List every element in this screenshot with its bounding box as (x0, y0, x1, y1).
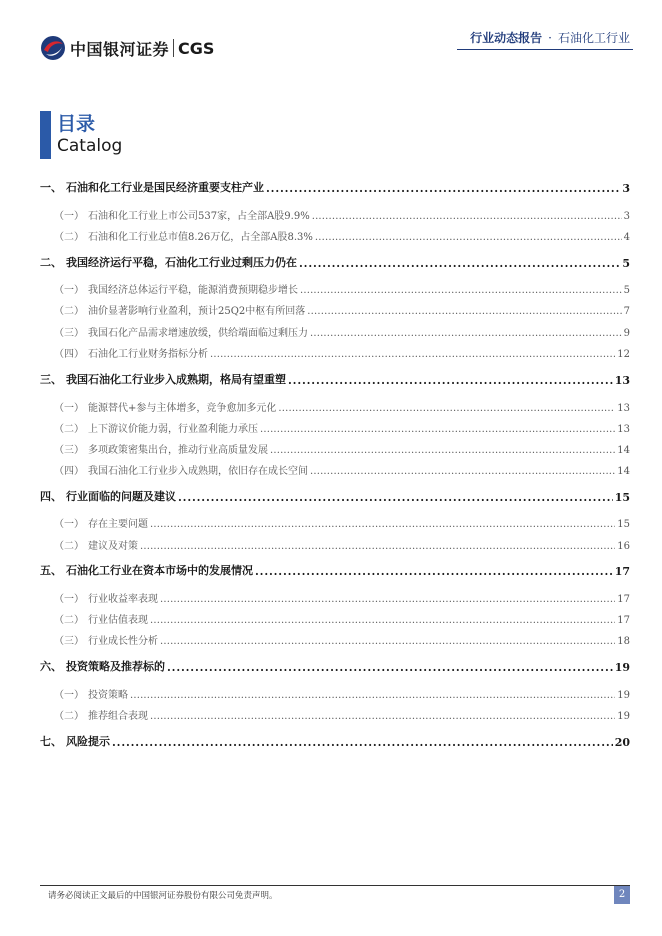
toc-number: （一） (54, 690, 84, 701)
toc-label: 投资策略 (88, 690, 128, 701)
toc-label: 多项政策密集出台，推动行业高质量发展 (88, 445, 268, 456)
toc-page-number: 4 (623, 232, 630, 243)
toc-page-number: 17 (614, 565, 630, 578)
toc-page-number: 13 (617, 424, 630, 435)
toc-number: （三） (54, 636, 84, 647)
toc-dot-leader (307, 306, 621, 317)
toc-dot-leader (299, 257, 620, 270)
toc-chapter-row[interactable] (40, 727, 630, 749)
toc-dot-leader (150, 711, 615, 722)
toc-page-number: 3 (622, 182, 630, 195)
toc-section-row[interactable] (40, 679, 630, 701)
toc-label: 行业估值表现 (88, 615, 148, 626)
toc-dot-leader (315, 232, 622, 243)
tag-separator: · (548, 31, 552, 45)
toc-label: 风险提示 (66, 735, 110, 748)
toc-number: 四、 (40, 490, 62, 503)
toc-page-number: 17 (617, 615, 630, 626)
logo-english-name: CGS (178, 38, 215, 58)
report-type: 行业动态报告 (470, 31, 543, 45)
toc-label: 上下游议价能力弱，行业盈利能力承压 (88, 424, 258, 435)
toc-label: 我国石油化工行业步入成熟期，依旧存在成长空间 (88, 466, 308, 477)
toc-page-number: 12 (617, 349, 630, 360)
toc-number: （四） (54, 349, 84, 360)
toc-number: （三） (54, 445, 84, 456)
toc-number: 五、 (40, 564, 62, 577)
toc-section-row[interactable] (40, 700, 630, 722)
toc-number: （二） (54, 424, 84, 435)
toc-section-row[interactable] (40, 434, 630, 456)
toc-label: 石油化工行业在资本市场中的发展情况 (66, 564, 253, 577)
report-tag (470, 29, 630, 46)
logo-chinese-name: 中国银河证券 (70, 39, 170, 59)
toc-label: 石油和化工行业上市公司537家，占全部A股9.9% (88, 211, 310, 222)
toc-number: （一） (54, 211, 84, 222)
toc-page-number: 15 (617, 519, 630, 530)
toc-page-number: 18 (617, 636, 630, 647)
toc-section-row[interactable] (40, 508, 630, 530)
toc-dot-leader (266, 182, 620, 195)
toc-number: （一） (54, 285, 84, 296)
toc-dot-leader (310, 466, 615, 477)
toc-dot-leader (288, 374, 613, 387)
toc-label: 我国经济总体运行平稳，能源消费预期稳步增长 (88, 285, 298, 296)
toc-number: 三、 (40, 373, 62, 386)
toc-label: 我国石油化工行业步入成熟期，格局有望重塑 (66, 373, 286, 386)
toc-label: 我国经济运行平稳，石油化工行业过剩压力仍在 (66, 256, 297, 269)
title-accent-bar (40, 111, 51, 159)
toc-chapter-row[interactable] (40, 173, 630, 195)
toc-page-number: 5 (622, 257, 630, 270)
toc-chapter-row[interactable] (40, 365, 630, 387)
toc-page-number: 20 (614, 736, 630, 749)
toc-dot-leader (160, 636, 615, 647)
toc-dot-leader (140, 541, 615, 552)
toc-number: 七、 (40, 735, 62, 748)
page-number: 2 (614, 886, 630, 904)
toc-number: （四） (54, 466, 84, 477)
toc-label: 石油和化工行业是国民经济重要支柱产业 (66, 181, 264, 194)
industry-name: 石油化工行业 (557, 31, 630, 45)
toc-section-row[interactable] (40, 530, 630, 552)
toc-dot-leader (178, 491, 613, 504)
toc-section-row[interactable] (40, 625, 630, 647)
title-chinese: 目录 (57, 113, 96, 135)
toc-number: （一） (54, 403, 84, 414)
toc-dot-leader (167, 661, 613, 674)
toc-label: 建议及对策 (88, 541, 138, 552)
toc-section-row[interactable] (40, 221, 630, 243)
toc-dot-leader (210, 349, 615, 360)
toc-page-number: 19 (617, 711, 630, 722)
toc-page-number: 7 (623, 306, 630, 317)
header-rule (457, 49, 633, 50)
footer-rule (40, 885, 630, 886)
toc-label: 推荐组合表现 (88, 711, 148, 722)
logo-separator (173, 39, 174, 57)
page-header (0, 0, 662, 70)
toc-section-row[interactable] (40, 583, 630, 605)
toc-section-row[interactable] (40, 200, 630, 222)
toc-page-number: 13 (617, 403, 630, 414)
toc-number: （二） (54, 232, 84, 243)
toc-label: 行业成长性分析 (88, 636, 158, 647)
toc-section-row[interactable] (40, 317, 630, 339)
toc-chapter-row[interactable] (40, 248, 630, 270)
toc-label: 油价显著影响行业盈利，预计25Q2中枢有所回落 (88, 306, 306, 317)
toc-number: （二） (54, 541, 84, 552)
toc-chapter-row[interactable] (40, 482, 630, 504)
toc-section-row[interactable] (40, 338, 630, 360)
toc-page-number: 17 (617, 594, 630, 605)
toc-chapter-row[interactable] (40, 556, 630, 578)
toc-page-number: 9 (623, 328, 630, 339)
toc-page-number: 13 (614, 374, 630, 387)
toc-page-number: 15 (614, 491, 630, 504)
toc-number: （二） (54, 711, 84, 722)
toc-dot-leader (255, 565, 613, 578)
toc-number: （一） (54, 594, 84, 605)
toc-number: 二、 (40, 256, 62, 269)
toc-page-number: 19 (614, 661, 630, 674)
toc-page-number: 5 (623, 285, 630, 296)
toc-page-number: 14 (617, 466, 630, 477)
toc-label: 我国石化产品需求增速放缓，供给端面临过剩压力 (88, 328, 308, 339)
toc-number: （二） (54, 615, 84, 626)
toc-label: 存在主要问题 (88, 519, 148, 530)
toc-dot-leader (112, 736, 613, 749)
toc-page-number: 3 (623, 211, 630, 222)
title-english: Catalog (57, 136, 123, 156)
toc-section-row[interactable] (40, 274, 630, 296)
toc-dot-leader (150, 519, 615, 530)
toc-label: 投资策略及推荐标的 (66, 660, 165, 673)
toc-page-number: 16 (617, 541, 630, 552)
toc-number: 一、 (40, 181, 62, 194)
toc-page-number: 19 (617, 690, 630, 701)
toc-page-number: 14 (617, 445, 630, 456)
company-logo (40, 35, 214, 61)
toc-section-row[interactable] (40, 295, 630, 317)
toc-section-row[interactable] (40, 413, 630, 435)
toc-section-row[interactable] (40, 604, 630, 626)
toc-number: （二） (54, 306, 84, 317)
footer-disclaimer: 请务必阅读正文最后的中国银河证券股份有限公司免责声明。 (48, 891, 278, 901)
toc-chapter-row[interactable] (40, 652, 630, 674)
toc-number: 六、 (40, 660, 62, 673)
galaxy-logo-icon (40, 35, 66, 61)
toc-label: 能源替代+参与主体增多，竞争愈加多元化 (88, 403, 277, 414)
toc-number: （一） (54, 519, 84, 530)
toc-section-row[interactable] (40, 455, 630, 477)
toc-label: 行业收益率表现 (88, 594, 158, 605)
toc-label: 行业面临的问题及建议 (66, 490, 176, 503)
toc-number: （三） (54, 328, 84, 339)
toc-section-row[interactable] (40, 392, 630, 414)
toc-label: 石油和化工行业总市值8.26万亿，占全部A股8.3% (88, 232, 313, 243)
toc-label: 石油化工行业财务指标分析 (88, 349, 208, 360)
